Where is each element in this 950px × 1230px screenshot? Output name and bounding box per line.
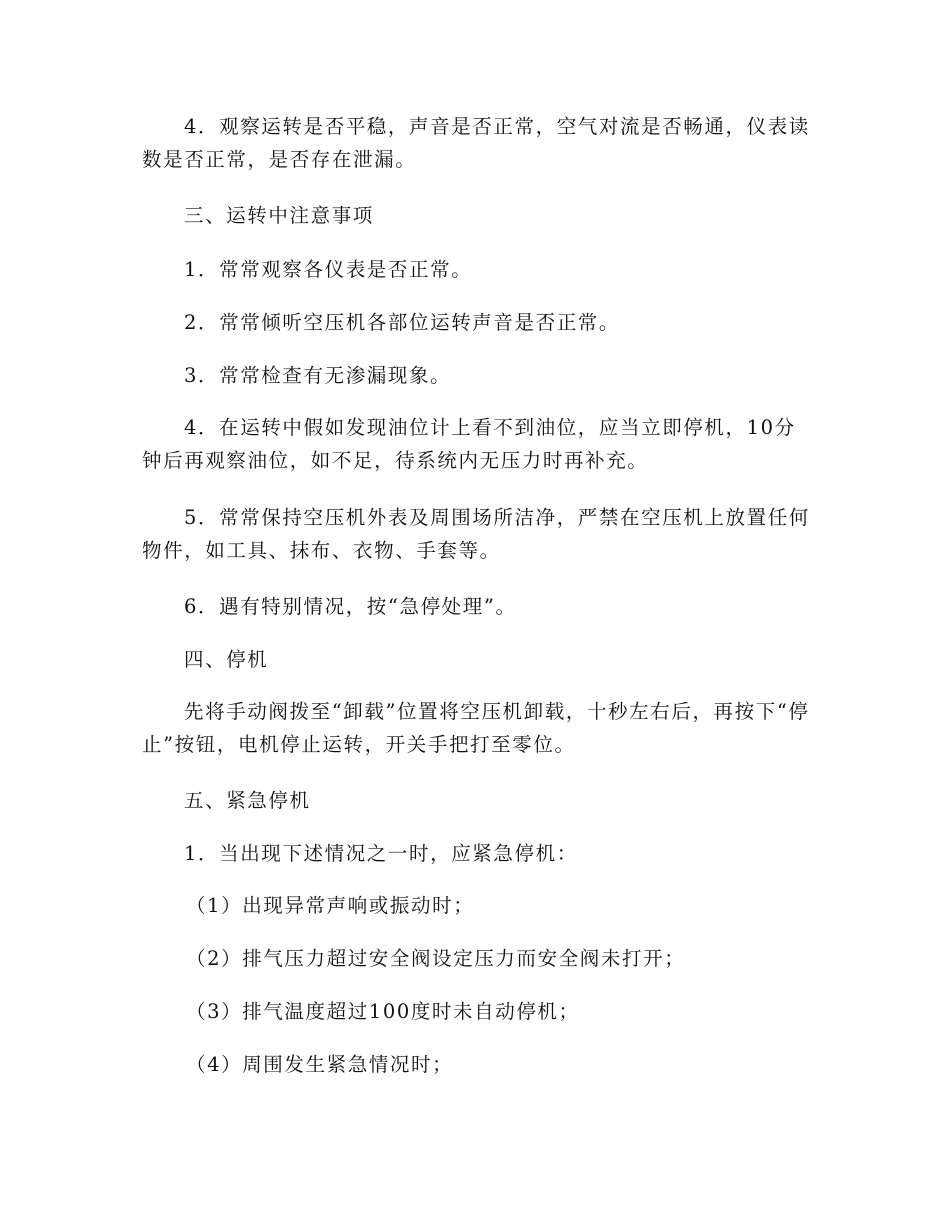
paragraph-item-6-emergency: 6．遇有特别情况，按“急停处理”。 (184, 595, 517, 618)
paragraph-item-5-cleanliness: 5．常常保持空压机外表及周围场所洁净，严禁在空压机上放置任何物件，如工具、抹布、衣物、手套等。 (142, 506, 810, 562)
paragraph-item-2-listen: 2．常常倾听空压机各部位运转声音是否正常。 (184, 311, 621, 334)
list-item-condition-4: （4）周围发生紧急情况时； (186, 1053, 454, 1076)
list-item-condition-3: （3）排气温度超过100度时未自动停机； (186, 1000, 580, 1023)
paragraph-shutdown-procedure: 先将手动阀拨至“卸载”位置将空压机卸载，十秒左右后，再按下“停止”按钮，电机停止运转，开关手把打至零位。 (142, 700, 810, 756)
section-heading-emergency-stop: 五、紧急停机 (184, 789, 311, 812)
section-heading-running-notes: 三、运转中注意事项 (184, 204, 374, 227)
list-item-condition-1: （1）出现异常声响或振动时； (186, 894, 475, 917)
paragraph-item-1-gauges: 1．常常观察各仪表是否正常。 (184, 258, 473, 281)
paragraph-item-4-observe: 4．观察运转是否平稳，声音是否正常，空气对流是否畅通，仪表读数是否正常，是否存在泄漏。 (142, 115, 810, 171)
paragraph-item-3-leaks: 3．常常检查有无渗漏现象。 (184, 364, 452, 387)
section-heading-shutdown: 四、停机 (184, 648, 269, 671)
list-item-condition-2: （2）排气压力超过安全阀设定压力而安全阀未打开； (186, 947, 686, 970)
paragraph-emergency-conditions: 1．当出现下述情况之一时，应紧急停机： (184, 842, 578, 865)
paragraph-item-4-oil-level: 4．在运转中假如发现油位计上看不到油位，应当立即停机，10分钟后再观察油位，如不足，待系统内无压力时再补充。 (142, 416, 796, 472)
